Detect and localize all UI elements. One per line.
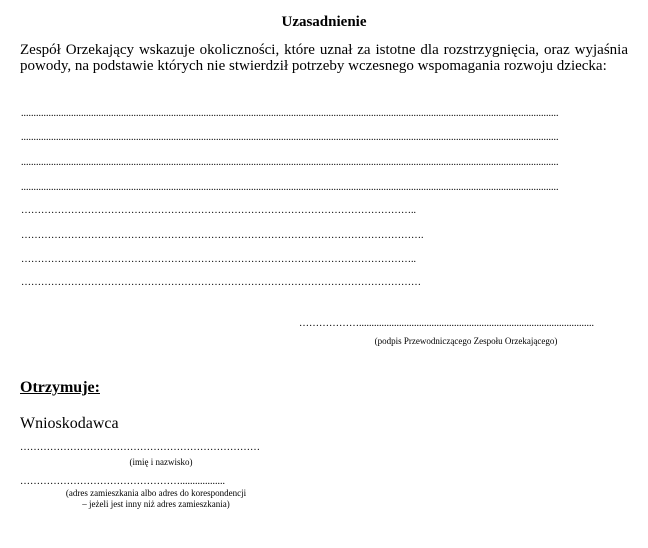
recipients-heading: Otrzymuje: — [20, 379, 100, 396]
applicant-address-line[interactable]: ………………………………………….................. — [20, 476, 225, 487]
justification-blank-line[interactable]: ……………………………………………………………………………………………………….. — [21, 254, 416, 265]
justification-blank-line[interactable]: ....................................................................................................................................................................................................................... — [21, 108, 559, 119]
signature-line[interactable]: ……………….............................................................................................. — [299, 318, 594, 329]
applicant-label: Wnioskodawca — [20, 415, 119, 432]
signature-caption: (podpis Przewodniczącego Zespołu Orzekającego) — [374, 336, 558, 346]
justification-blank-line[interactable]: ………………………………………………………………………………………………………… — [21, 277, 421, 288]
applicant-name-caption: (imię i nazwisko) — [129, 457, 193, 467]
applicant-name-line[interactable]: ……………………………………………………………… — [20, 442, 260, 453]
address-caption-line-1: (adres zamieszkania albo adres do korespondencji — [65, 488, 247, 498]
section-title: Uzasadnienie — [281, 14, 367, 30]
intro-paragraph: Zespół Orzekający wskazuje okoliczności, które uznał za istotne dla rozstrzygnięcia, oraz wyjaśnia powody, na podstawie których nie stwierdził potrzeby wczesnego wspomagania rozwoju dziecka: — [20, 42, 628, 74]
applicant-address-caption — [20, 488, 292, 510]
address-caption-line-2: – jeżeli jest inny niż adres zamieszkania) — [82, 499, 230, 509]
justification-blank-line[interactable]: ....................................................................................................................................................................................................................... — [21, 157, 559, 168]
justification-blank-line[interactable]: ……………………………………………………………………………………………………….. — [21, 205, 416, 216]
justification-blank-line[interactable]: ....................................................................................................................................................................................................................... — [21, 182, 559, 193]
justification-blank-line[interactable]: …………………………………………………………………………………………………………. — [21, 230, 424, 241]
justification-blank-line[interactable]: ....................................................................................................................................................................................................................... — [21, 132, 559, 143]
